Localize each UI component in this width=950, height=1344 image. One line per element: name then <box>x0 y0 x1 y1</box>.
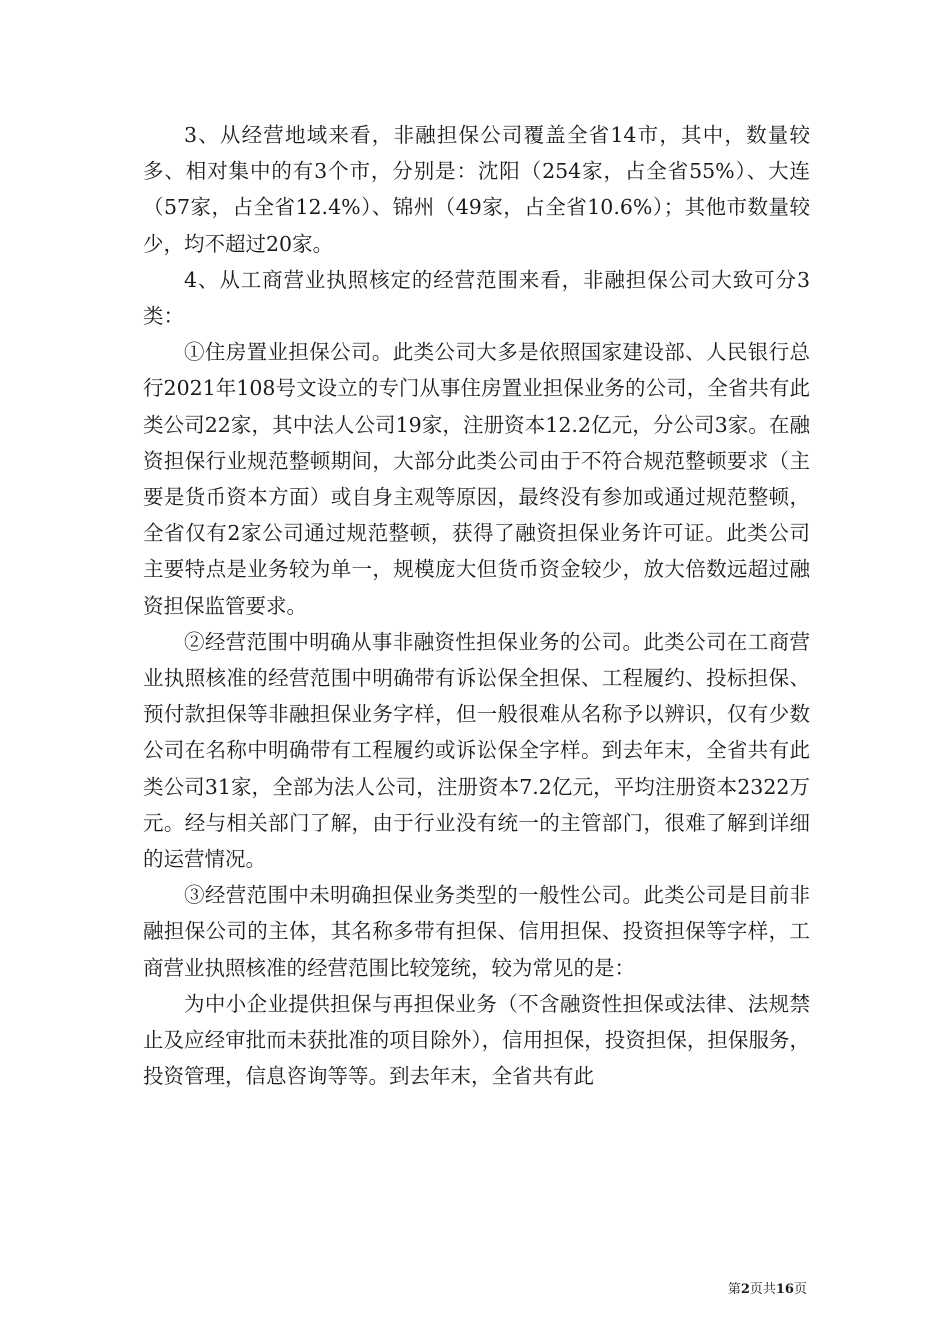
footer-middle: 页共 <box>749 1282 776 1297</box>
footer-suffix: 页 <box>793 1282 807 1297</box>
page-number-footer <box>728 1282 807 1298</box>
total-page-count: 16 <box>775 1282 794 1297</box>
document-body <box>143 117 810 1094</box>
current-page-number: 2 <box>740 1282 750 1297</box>
paragraph-region-distribution: 3、从经营地域来看，非融担保公司覆盖全省14市，其中，数量较多、相对集中的有3个市，分别是：沈阳（254家，占全省55%）、大连（57家，占全省12.4%）、锦州（49家，占全省10.6%）；其他市数量较少，均不超过20家。 <box>143 123 810 256</box>
paragraph-general-companies: ③经营范围中未明确担保业务类型的一般性公司。此类公司是目前非融担保公司的主体，其名称多带有担保、信用担保、投资担保等字样，工商营业执照核准的经营范围比较笼统，较为常见的是： <box>143 883 810 980</box>
footer-prefix: 第 <box>727 1282 741 1297</box>
paragraph-common-scope: 为中小企业提供担保与再担保业务（不含融资性担保或法律、法规禁止及应经审批而未获批准的项目除外），信用担保，投资担保，担保服务，投资管理，信息咨询等等。到去年末，全省共有此 <box>143 991 810 1089</box>
paragraph-business-scope-intro: 4、从工商营业执照核定的经营范围来看，非融担保公司大致可分3类： <box>143 267 810 329</box>
paragraph-housing-guarantee: ①住房置业担保公司。此类公司大多是依照国家建设部、人民银行总行2021年108号文设立的专门从事住房置业担保业务的公司，全省共有此类公司22家，其中法人公司19家，注册资本12.2亿元，分公司3家。在融资担保行业规范整顿期间，大部分此类公司由于不符合规范整顿要求（主要是货币资本方面）或自身主观等原因，最终没有参加或通过规范整顿，全省仅有2家公司通过规范整顿，获得了融资担保业务许可证。此类公司主要特点是业务较为单一，规模庞大但货币资金较少，放大倍数远超过融资担保监管要求。 <box>143 340 810 618</box>
paragraph-non-financing-guarantee: ②经营范围中明确从事非融资性担保业务的公司。此类公司在工商营业执照核准的经营范围中明确带有诉讼保全担保、工程履约、投标担保、预付款担保等非融担保业务字样，但一般很难从名称予以辨识，仅有少数公司在名称中明确带有工程履约或诉讼保全字样。到去年末，全省共有此类公司31家，全部为法人公司，注册资本7.2亿元，平均注册资本2322万元。经与相关部门了解，由于行业没有统一的主管部门，很难了解到详细的运营情况。 <box>143 629 810 872</box>
